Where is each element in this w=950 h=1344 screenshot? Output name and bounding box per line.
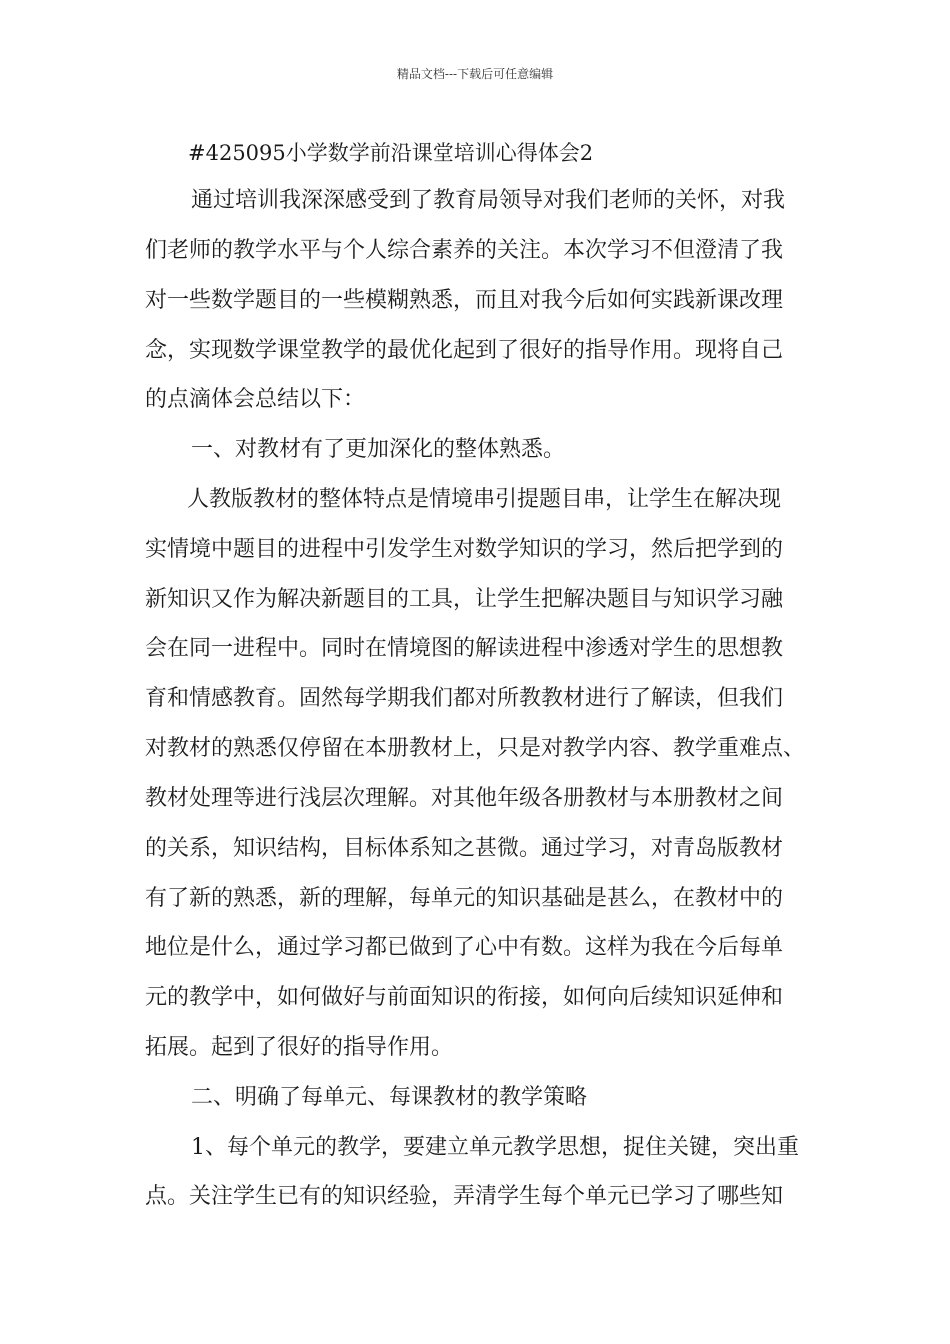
body-line: 念，实现数学课堂教学的最优化起到了很好的指导作用。现将自己 bbox=[145, 338, 784, 363]
body-line: 新知识又作为解决新题目的工具，让学生把解决题目与知识学习融 bbox=[145, 587, 784, 612]
body-line: 有了新的熟悉，新的理解，每单元的知识基础是甚么，在教材中的 bbox=[145, 886, 784, 911]
section-heading: 二、明确了每单元、每课教材的教学策略 bbox=[191, 1085, 588, 1110]
body-line: 地位是什么，通过学习都已做到了心中有数。这样为我在今后每单 bbox=[145, 935, 784, 960]
body-line: 教材处理等进行浅层次理解。对其他年级各册教材与本册教材之间 bbox=[145, 786, 784, 811]
body-line: 的点滴体会总结以下： bbox=[145, 387, 366, 412]
page-header: 精品文档---下载后可任意编辑 bbox=[396, 67, 554, 81]
body-line: 会在同一进程中。同时在情境图的解读进程中渗透对学生的思想教 bbox=[145, 636, 784, 661]
body-line: 们老师的教学水平与个人综合素养的关注。本次学习不但澄清了我 bbox=[145, 238, 784, 263]
body-line: 拓展。起到了很好的指导作用。 bbox=[145, 1035, 454, 1060]
body-line: 对教材的熟悉仅停留在本册教材上，只是对教学内容、教学重难点、 bbox=[145, 736, 806, 761]
body-line: 人教版教材的整体特点是情境串引提题目串，让学生在解决现 bbox=[187, 487, 782, 512]
body-line: 元的教学中，如何做好与前面知识的衔接，如何向后续知识延伸和 bbox=[145, 985, 784, 1010]
body-line: 对一些数学题目的一些模糊熟悉，而且对我今后如何实践新课改理 bbox=[145, 288, 784, 313]
document-title: #425095小学数学前沿课堂培训心得体会2 bbox=[188, 141, 594, 165]
body-line: 1、每个单元的教学，要建立单元教学思想，捉住关键，突出重 bbox=[191, 1135, 799, 1160]
section-heading: 一、对教材有了更加深化的整体熟悉。 bbox=[191, 437, 566, 462]
body-line: 通过培训我深深感受到了教育局领导对我们老师的关怀，对我 bbox=[191, 188, 786, 213]
body-line: 实情境中题目的进程中引发学生对数学知识的学习，然后把学到的 bbox=[145, 537, 784, 562]
body-line: 点。关注学生已有的知识经验，弄清学生每个单元已学习了哪些知 bbox=[145, 1184, 784, 1209]
body-line: 育和情感教育。固然每学期我们都对所教教材进行了解读，但我们 bbox=[145, 686, 784, 711]
body-line: 的关系，知识结构，目标体系知之甚微。通过学习，对青岛版教材 bbox=[145, 836, 784, 861]
